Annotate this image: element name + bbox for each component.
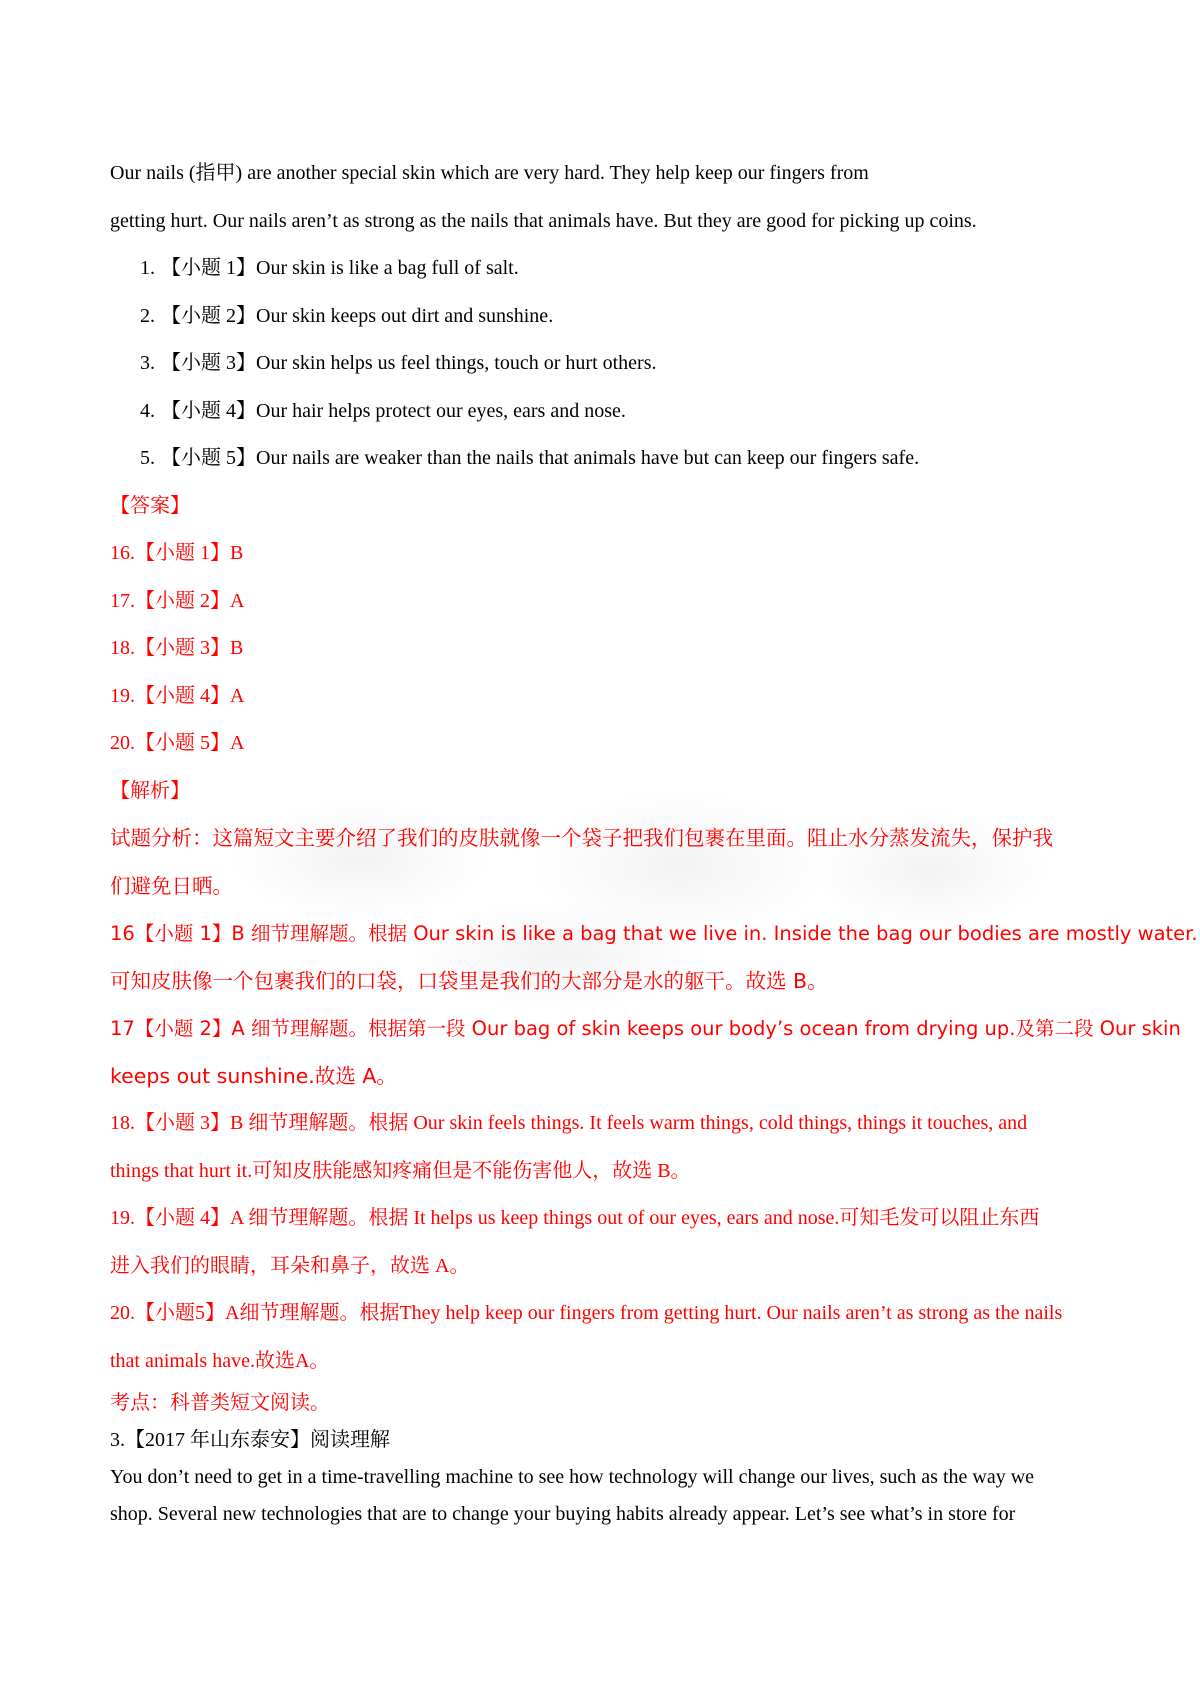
question-item: [110, 340, 1110, 388]
analysis-16-line: 16【小题 1】B 细节理解题。根据 Our skin is like a bag that we live in. Inside the bag our bodies are mostly water.: [110, 922, 1198, 945]
question-text: Our nails are weaker than the nails that animals have but can keep our fingers safe.: [256, 447, 920, 469]
passage-line: Our nails (指甲) are another special skin which are very hard. They help keep our fingers from: [110, 162, 869, 184]
question-number: 5.: [140, 447, 155, 469]
analysis-18-line: things that hurt it.可知皮肤能感知疼痛但是不能伤害他人，故选 B。: [110, 1159, 691, 1182]
passage-line: getting hurt. Our nails aren’t as strong as the nails that animals have. But they are good for picking up coins.: [110, 209, 977, 232]
question-label: 【小题 4】: [161, 399, 256, 422]
passage: [110, 150, 1110, 245]
answer-heading: 【答案】: [110, 494, 190, 517]
question-label: 【小题 3】: [161, 352, 256, 374]
analysis-heading: 【解析】: [110, 779, 190, 802]
next-section: [110, 1422, 1110, 1533]
document-page: [110, 150, 1198, 1533]
section-title: 3.【2017 年山东泰安】阅读理解: [110, 1429, 390, 1451]
analysis-17-line: keeps out sunshine.故选 A。: [110, 1063, 397, 1088]
answer-item: 16.【小题 1】B: [110, 542, 244, 564]
question-text: Our skin keeps out dirt and sunshine.: [256, 304, 554, 327]
question-item: [110, 245, 1110, 293]
question-item: [110, 435, 1110, 483]
section-line: shop. Several new technologies that are to change your buying habits already appear. Let’s see what’s in store for: [110, 1503, 1016, 1525]
analysis-intro-line: 们避免日晒。: [110, 873, 233, 898]
question-label: 【小题 2】: [161, 304, 256, 327]
analysis-16-line: 可知皮肤像一个包裹我们的口袋，口袋里是我们的大部分是水的躯干。故选 B。: [110, 968, 828, 993]
analysis-body: [110, 815, 1198, 1385]
question-label: 【小题 1】: [161, 257, 256, 279]
analysis-18-line: 18.【小题 3】B 细节理解题。根据 Our skin feels things. It feels warm things, cold things, things it touches, and: [110, 1112, 1028, 1134]
question-item: [110, 388, 1110, 436]
question-item: [110, 293, 1110, 341]
question-number: 1.: [140, 257, 155, 279]
section-line: You don’t need to get in a time-travelling machine to see how technology will change our lives, such as the way we: [110, 1466, 1035, 1488]
analysis-19-line: 进入我们的眼睛，耳朵和鼻子，故选 A。: [110, 1254, 470, 1277]
question-text: Our skin helps us feel things, touch or hurt others.: [256, 352, 657, 374]
kaodian: 考点：科普类短文阅读。: [110, 1392, 330, 1414]
question-text: Our hair helps protect our eyes, ears and nose.: [256, 399, 626, 422]
answer-item: 18.【小题 3】B: [110, 637, 244, 659]
question-number: 4.: [140, 399, 155, 422]
answer-item: 20.【小题 5】A: [110, 732, 245, 754]
analysis-20-line: that animals have.故选A。: [110, 1349, 330, 1372]
question-number: 3.: [140, 352, 155, 374]
analysis-17-line: 17【小题 2】A 细节理解题。根据第一段 Our bag of skin keeps our body’s ocean from drying up.及第二段 Our skin: [110, 1017, 1181, 1040]
analysis-intro-line: 试题分析：这篇短文主要介绍了我们的皮肤就像一个袋子把我们包裹在里面。阻止水分蒸发流失，保护我: [110, 826, 1053, 850]
answer-list: [110, 530, 1110, 768]
analysis-20-line: 20.【小题5】A细节理解题。根据They help keep our fingers from getting hurt. Our nails aren’t as strong as the nails: [110, 1302, 1063, 1324]
answer-item: 19.【小题 4】A: [110, 684, 245, 707]
analysis-19-line: 19.【小题 4】A 细节理解题。根据 It helps us keep things out of our eyes, ears and nose.可知毛发可以阻止东西: [110, 1207, 1040, 1229]
question-text: Our skin is like a bag full of salt.: [256, 257, 519, 279]
question-number: 2.: [140, 304, 155, 327]
question-list: [110, 245, 1110, 483]
answer-item: 17.【小题 2】A: [110, 589, 245, 612]
question-label: 【小题 5】: [161, 447, 256, 469]
